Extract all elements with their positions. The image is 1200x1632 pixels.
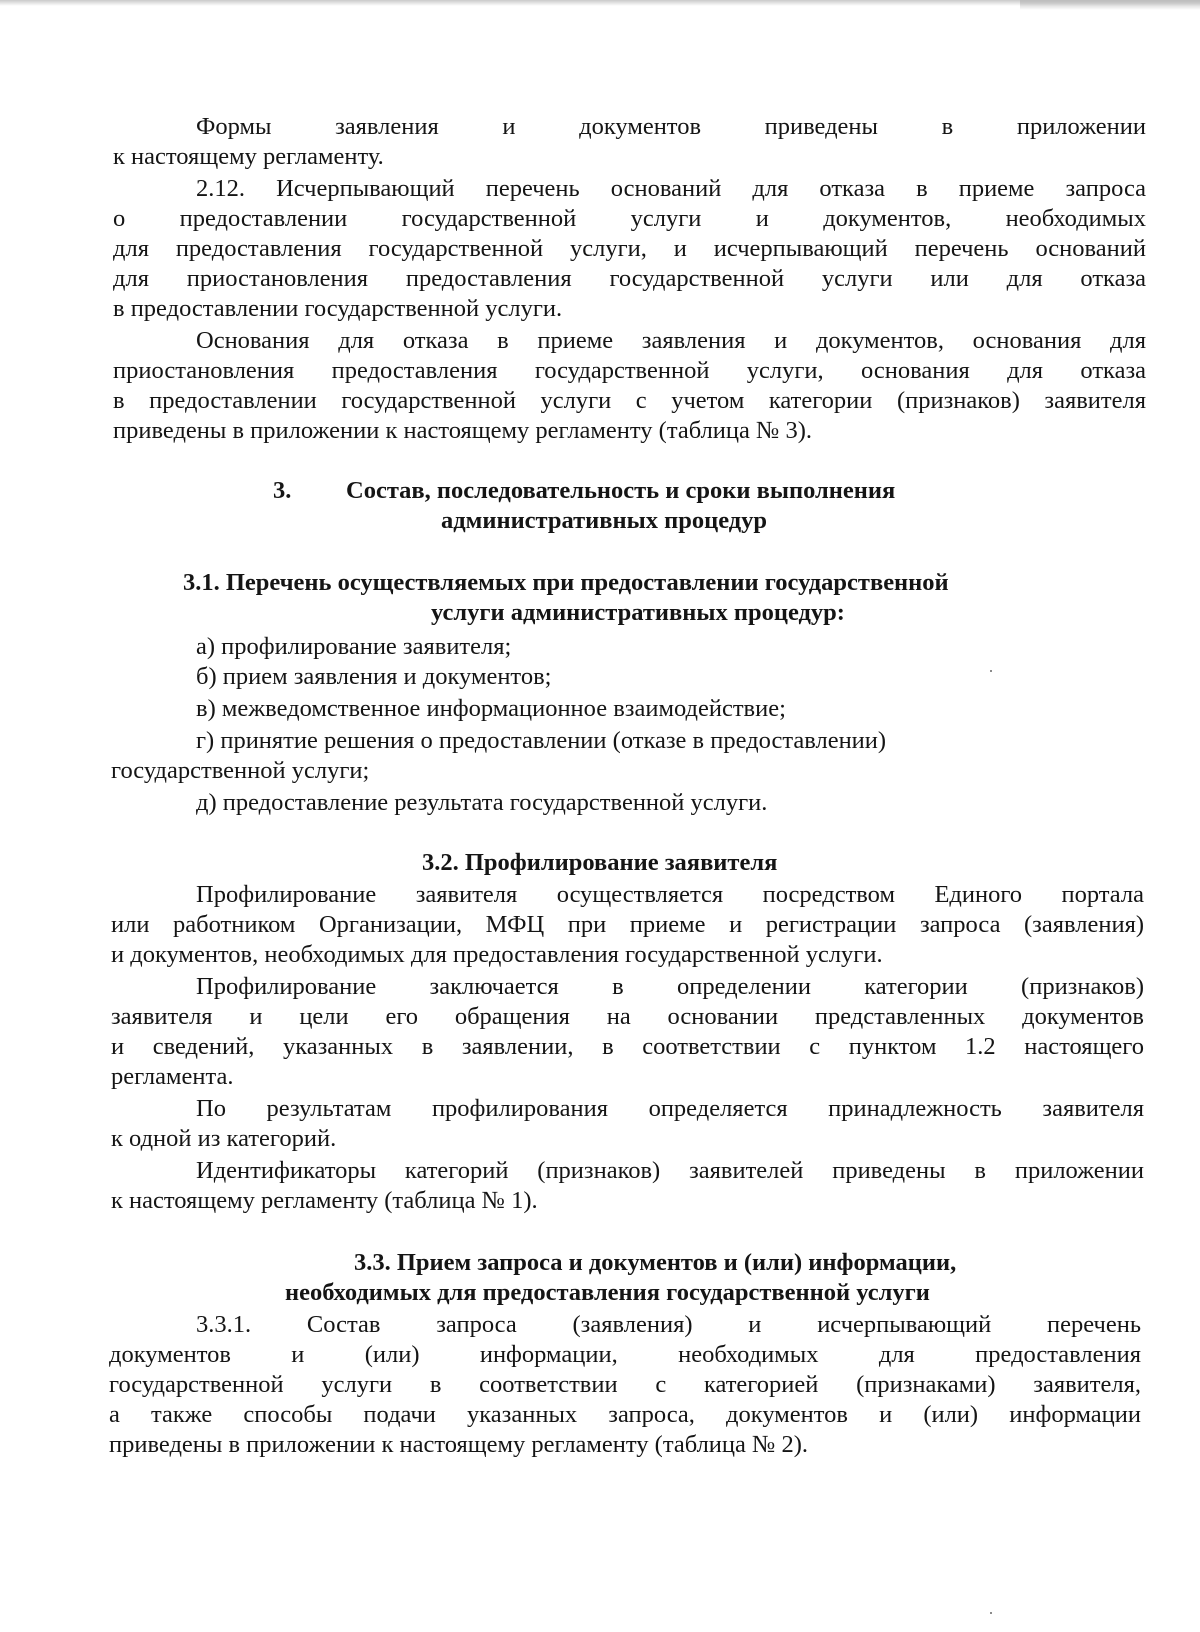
- text-line: к одной из категорий.: [111, 1125, 337, 1152]
- text-line: и документов, необходимых для предоставления государственной услуги.: [111, 941, 883, 968]
- list-item: государственной услуги;: [111, 757, 370, 784]
- subsection-heading: 3.3. Прием запроса и документов и (или) информации,: [354, 1249, 957, 1276]
- text-line: 2.12. Исчерпывающий перечень оснований для отказа в приеме запроса: [196, 175, 1146, 202]
- list-item: в) межведомственное информационное взаимодействие;: [196, 695, 786, 722]
- text-line: в предоставлении государственной услуги с учетом категории (признаков) заявителя: [113, 387, 1146, 414]
- text-line: приведены в приложении к настоящему регламенту (таблица № 2).: [109, 1431, 809, 1458]
- text-line: приведены в приложении к настоящему регламенту (таблица № 3).: [113, 417, 813, 444]
- text-line: для приостановления предоставления государственной услуги или для отказа: [113, 265, 1146, 292]
- text-line: заявителя и цели его обращения на основании представленных документов: [111, 1003, 1144, 1030]
- text-line: 3.3.1. Состав запроса (заявления) и исчерпывающий перечень: [196, 1311, 1141, 1338]
- list-item: а) профилирование заявителя;: [196, 633, 512, 660]
- scan-top-right-edge: [1020, 0, 1200, 10]
- scan-speck: [990, 1612, 992, 1614]
- text-line: регламента.: [111, 1063, 234, 1090]
- subsection-heading: 3.1. Перечень осуществляемых при предоставлении государственной: [183, 569, 949, 596]
- text-line: а также способы подачи указанных запроса, документов и (или) информации: [109, 1401, 1141, 1428]
- text-line: По результатам профилирования определяется принадлежность заявителя: [196, 1095, 1144, 1122]
- text-line: и сведений, указанных в заявлении, в соответствии с пунктом 1.2 настоящего: [111, 1033, 1144, 1060]
- text-line: Основания для отказа в приеме заявления и документов, основания для: [196, 327, 1146, 354]
- subsection-heading: услуги административных процедур:: [431, 599, 845, 626]
- scan-speck: [990, 670, 992, 672]
- list-item: б) прием заявления и документов;: [196, 663, 552, 690]
- text-line: к настоящему регламенту.: [113, 143, 384, 170]
- list-item: д) предоставление результата государственной услуги.: [196, 789, 768, 816]
- text-line: Формы заявления и документов приведены в приложении: [196, 113, 1146, 140]
- text-line: Профилирование заключается в определении категории (признаков): [196, 973, 1144, 1000]
- section-heading: Состав, последовательность и сроки выполнения: [346, 477, 896, 504]
- subsection-heading: необходимых для предоставления государственной услуги: [285, 1279, 930, 1306]
- text-line: в предоставлении государственной услуги.: [113, 295, 563, 322]
- section-number: 3.: [273, 477, 292, 504]
- text-line: документов и (или) информации, необходимых для предоставления: [109, 1341, 1141, 1368]
- text-line: к настоящему регламенту (таблица № 1).: [111, 1187, 538, 1214]
- list-item: г) принятие решения о предоставлении (отказе в предоставлении): [196, 727, 887, 754]
- text-line: или работником Организации, МФЦ при приеме и регистрации запроса (заявления): [111, 911, 1144, 938]
- section-heading: административных процедур: [441, 507, 768, 534]
- text-line: приостановления предоставления государственной услуги, основания для отказа: [113, 357, 1146, 384]
- text-line: Идентификаторы категорий (признаков) заявителей приведены в приложении: [196, 1157, 1144, 1184]
- text-line: государственной услуги в соответствии с категорией (признаками) заявителя,: [109, 1371, 1141, 1398]
- subsection-heading: 3.2. Профилирование заявителя: [422, 849, 778, 876]
- text-line: о предоставлении государственной услуги и документов, необходимых: [113, 205, 1146, 232]
- text-line: Профилирование заявителя осуществляется посредством Единого портала: [196, 881, 1144, 908]
- text-line: для предоставления государственной услуги, и исчерпывающий перечень оснований: [113, 235, 1146, 262]
